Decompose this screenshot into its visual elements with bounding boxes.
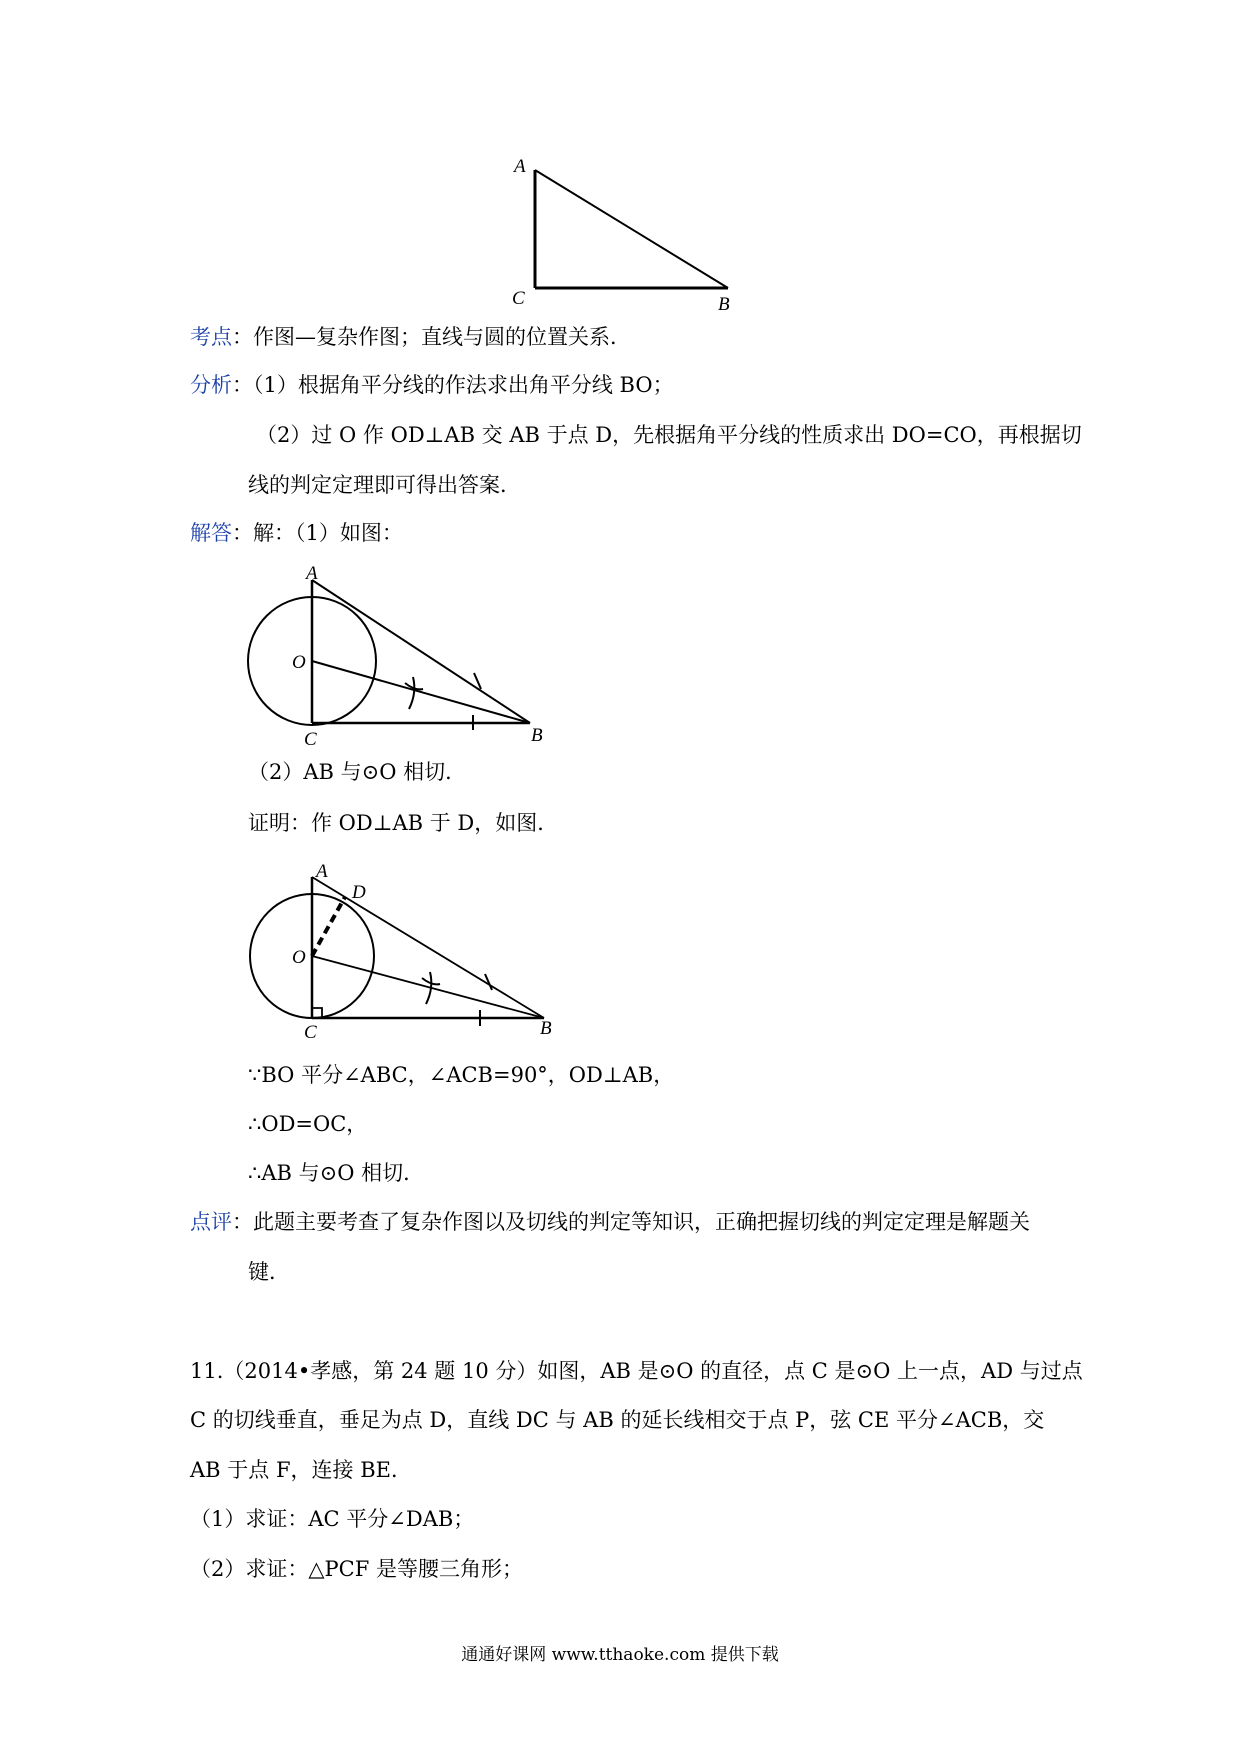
fenxi-label: 分析 — [190, 373, 232, 397]
dianping-label: 点评 — [190, 1210, 232, 1234]
problem11-question-1: （1）求证：AC 平分∠DAB； — [190, 1507, 475, 1531]
problem11-question-2: （2）求证：△PCF 是等腰三角形； — [190, 1557, 523, 1581]
fenxi-text-1: ：（1）根据角平分线的作法求出角平分线 BO； — [232, 373, 674, 397]
point-label-a: A — [306, 565, 318, 584]
point-label-o: O — [292, 652, 306, 673]
fenxi-line-3: 线的判定定理即可得出答案． — [248, 473, 521, 497]
jieda-line — [190, 518, 403, 548]
figure-bisector-construction — [245, 565, 565, 745]
jieda-text: ：解：（1）如图： — [232, 521, 403, 545]
point-label-a: A — [316, 861, 328, 882]
point-label-a: A — [514, 156, 526, 177]
dianping-line-1 — [190, 1207, 1030, 1237]
jieda-label: 解答 — [190, 521, 232, 545]
point-label-c: C — [304, 729, 317, 745]
segment-ab — [312, 580, 530, 723]
proof-line-3: ∴AB 与⊙O 相切． — [248, 1161, 425, 1185]
point-label-c: C — [512, 288, 525, 309]
proof-intro-line: 证明：作 OD⊥AB 于 D，如图． — [248, 811, 559, 835]
kaodian-text: ：作图—复杂作图；直线与圆的位置关系． — [232, 325, 631, 349]
proof-line-1: ∵BO 平分∠ABC，∠ACB=90°，OD⊥AB， — [248, 1063, 675, 1087]
problem11-line-3: AB 于点 F，连接 BE． — [190, 1458, 412, 1482]
proof-line-2: ∴OD=OC， — [248, 1112, 368, 1136]
segment-ob — [312, 956, 544, 1018]
kaodian-label: 考点 — [190, 325, 232, 349]
point-label-c: C — [304, 1022, 317, 1040]
segment-ob — [312, 661, 530, 723]
dianping-line-2: 键． — [248, 1260, 290, 1284]
point-label-b: B — [531, 725, 543, 745]
problem11-line-2: C 的切线垂直，垂足为点 D，直线 DC 与 AB 的延长线相交于点 P，弦 CE 平分∠ACB，交 — [190, 1408, 1045, 1432]
segment-od-dashed — [312, 897, 345, 956]
dianping-text-1: ：此题主要考查了复杂作图以及切线的判定等知识，正确把握切线的判定定理是解题关 — [232, 1210, 1030, 1234]
part2-line: （2）AB 与⊙O 相切． — [248, 760, 467, 784]
kaodian-line — [190, 322, 631, 352]
figure-triangle-abc — [500, 150, 760, 315]
arc-mark — [409, 677, 414, 709]
point-label-b: B — [540, 1018, 552, 1039]
figure-proof-od — [248, 860, 568, 1040]
point-label-d: D — [352, 882, 366, 903]
point-label-b: B — [718, 294, 730, 315]
point-label-o: O — [292, 947, 306, 968]
problem11-line-1: 11.（2014•孝感，第 24 题 10 分）如图，AB 是⊙O 的直径，点 C 是⊙O 上一点，AD 与过点 — [190, 1359, 1083, 1383]
page-footer: 通通好课网 www.tthaoke.com 提供下载 — [461, 1645, 779, 1665]
fenxi-line-2: （2）过 O 作 OD⊥AB 交 AB 于点 D，先根据角平分线的性质求出 DO=CO，再根据切 — [256, 423, 1082, 447]
fenxi-line-1 — [190, 370, 674, 400]
segment-ab — [535, 170, 728, 288]
